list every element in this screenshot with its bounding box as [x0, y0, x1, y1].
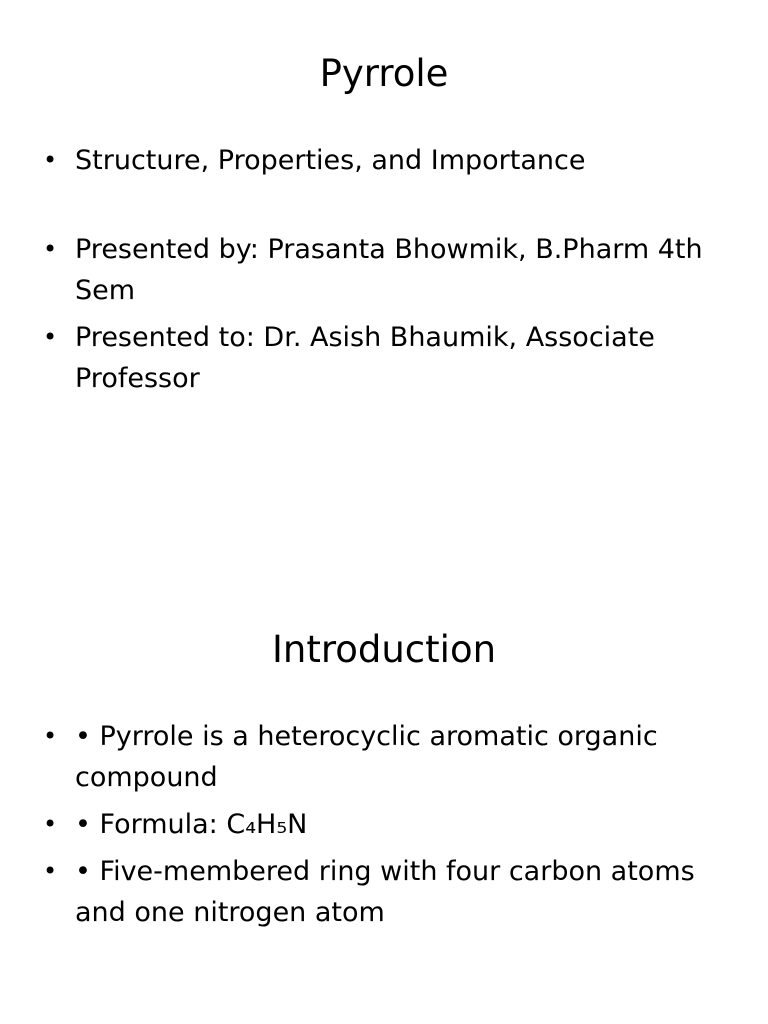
list-item: [0, 140, 768, 181]
slide-title: Introduction: [271, 628, 497, 671]
bullet-text: • Pyrrole is a heterocyclic aromatic organic compound: [75, 721, 658, 793]
bullet-text: Structure, Properties, and Importance: [75, 145, 586, 176]
bullet-list: [0, 140, 768, 405]
bullet-list: [0, 716, 768, 939]
list-item: [0, 804, 768, 845]
bullet-icon: •: [43, 857, 58, 885]
list-item: [0, 317, 768, 399]
bullet-icon: •: [43, 235, 58, 263]
bullet-text: Presented by: Prasanta Bhowmik, B.Pharm 4th Sem: [75, 234, 703, 306]
list-item: [0, 716, 768, 798]
slide-title: Pyrrole: [319, 52, 449, 95]
bullet-icon: •: [43, 146, 58, 174]
list-item: [0, 851, 768, 933]
list-item: [0, 229, 768, 311]
bullet-icon: •: [43, 722, 58, 750]
bullet-text: Presented to: Dr. Asish Bhaumik, Associate Professor: [75, 322, 655, 394]
bullet-text: • Formula: C₄H₅N: [75, 809, 308, 840]
bullet-text: • Five-membered ring with four carbon atoms and one nitrogen atom: [75, 856, 695, 928]
bullet-icon: •: [43, 810, 58, 838]
slide-introduction: [0, 576, 768, 1024]
bullet-icon: •: [43, 323, 58, 351]
